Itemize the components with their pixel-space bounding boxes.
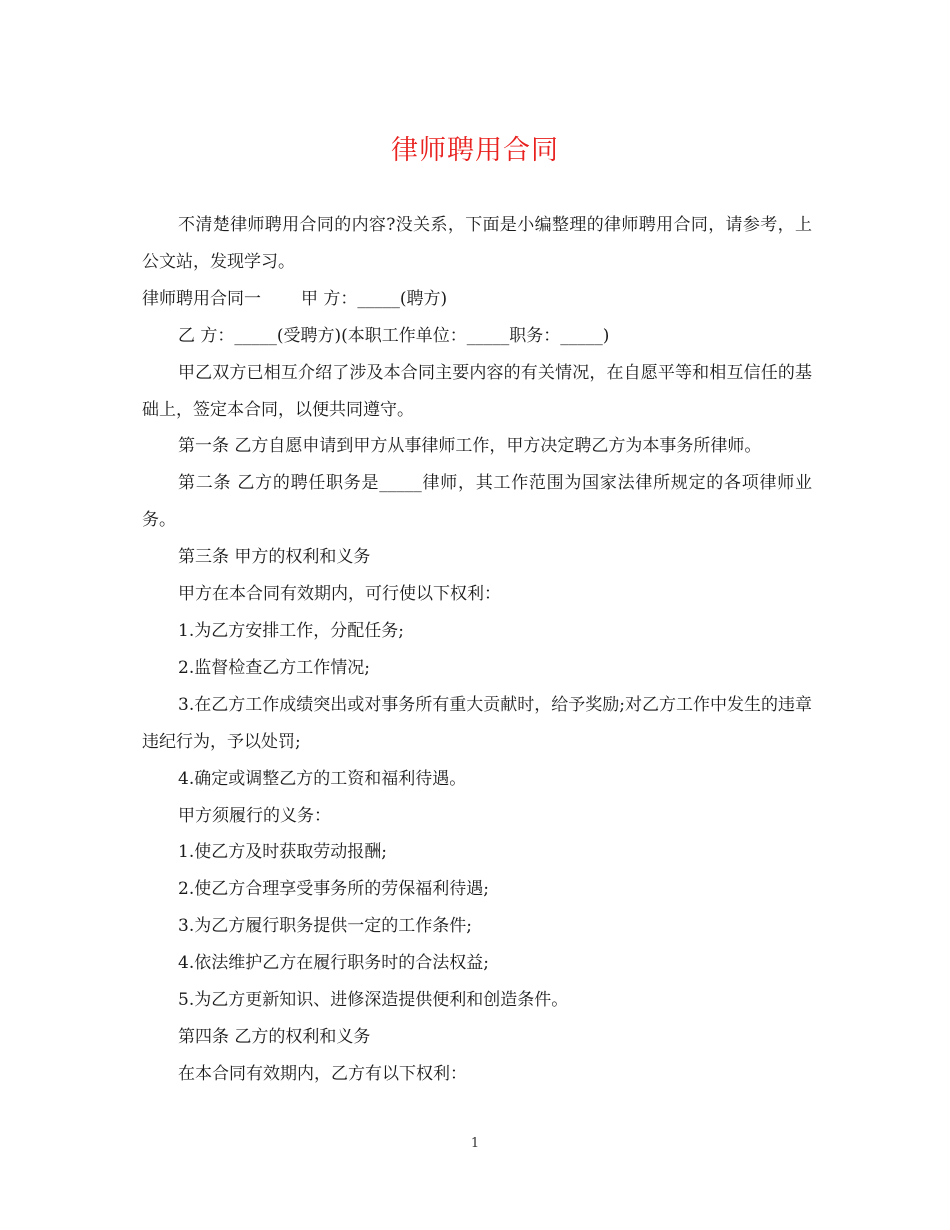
page-number: 1 (470, 1136, 480, 1151)
article-2: 第二条 乙方的聘任职务是_____律师，其工作范围为国家法律所规定的各项律师业务。 (142, 473, 812, 531)
contract-subtitle: 律师聘用合同一 (142, 288, 261, 309)
article-3-heading: 第三条 甲方的权利和义务 (178, 547, 371, 568)
party-a-rights-intro: 甲方在本合同有效期内，可行使以下权利： (178, 584, 501, 605)
intro-paragraph: 不清楚律师聘用合同的内容?没关系，下面是小编整理的律师聘用合同，请参考，上公文站，发现学习。 (142, 215, 812, 272)
list-item: 4.依法维护乙方在履行职务时的合法权益; (178, 953, 489, 974)
article-4-heading: 第四条 乙方的权利和义务 (178, 1026, 371, 1047)
list-item: 2.监督检查乙方工作情况; (178, 657, 370, 678)
list-item: 3.在乙方工作成绩突出或对事务所有重大贡献时，给予奖励;对乙方工作中发生的违章违纪行为，予以处罚; (142, 694, 812, 752)
list-item: 2.使乙方合理享受事务所的劳保福利待遇; (178, 879, 489, 900)
article-1: 第一条 乙方自愿申请到甲方从事律师工作，甲方决定聘乙方为本事务所律师。 (178, 436, 762, 457)
party-b-rights-intro: 在本合同有效期内，乙方有以下权利： (178, 1063, 467, 1084)
list-item: 4.确定或调整乙方的工资和福利待遇。 (178, 768, 467, 789)
party-a-line: 甲 方：_____(聘方) (301, 288, 448, 309)
document-body (142, 207, 812, 1093)
list-item: 1.使乙方及时获取劳动报酬; (178, 842, 387, 863)
list-item: 1.为乙方安排工作，分配任务; (178, 620, 404, 641)
party-a-duties-intro: 甲方须履行的义务： (178, 805, 331, 826)
preamble-paragraph: 甲乙双方已相互介绍了涉及本合同主要内容的有关情况，在自愿平等和相互信任的基础上，签定本合同，以便共同遵守。 (142, 362, 812, 420)
contract-heading-line (142, 281, 812, 318)
list-item: 3.为乙方履行职务提供一定的工作条件; (178, 916, 472, 937)
list-item: 5.为乙方更新知识、进修深造提供便利和创造条件。 (178, 990, 569, 1011)
party-b-line: 乙 方：_____(受聘方)(本职工作单位：_____职务：_____) (178, 325, 610, 346)
document-title: 律师聘用合同 (391, 135, 559, 166)
